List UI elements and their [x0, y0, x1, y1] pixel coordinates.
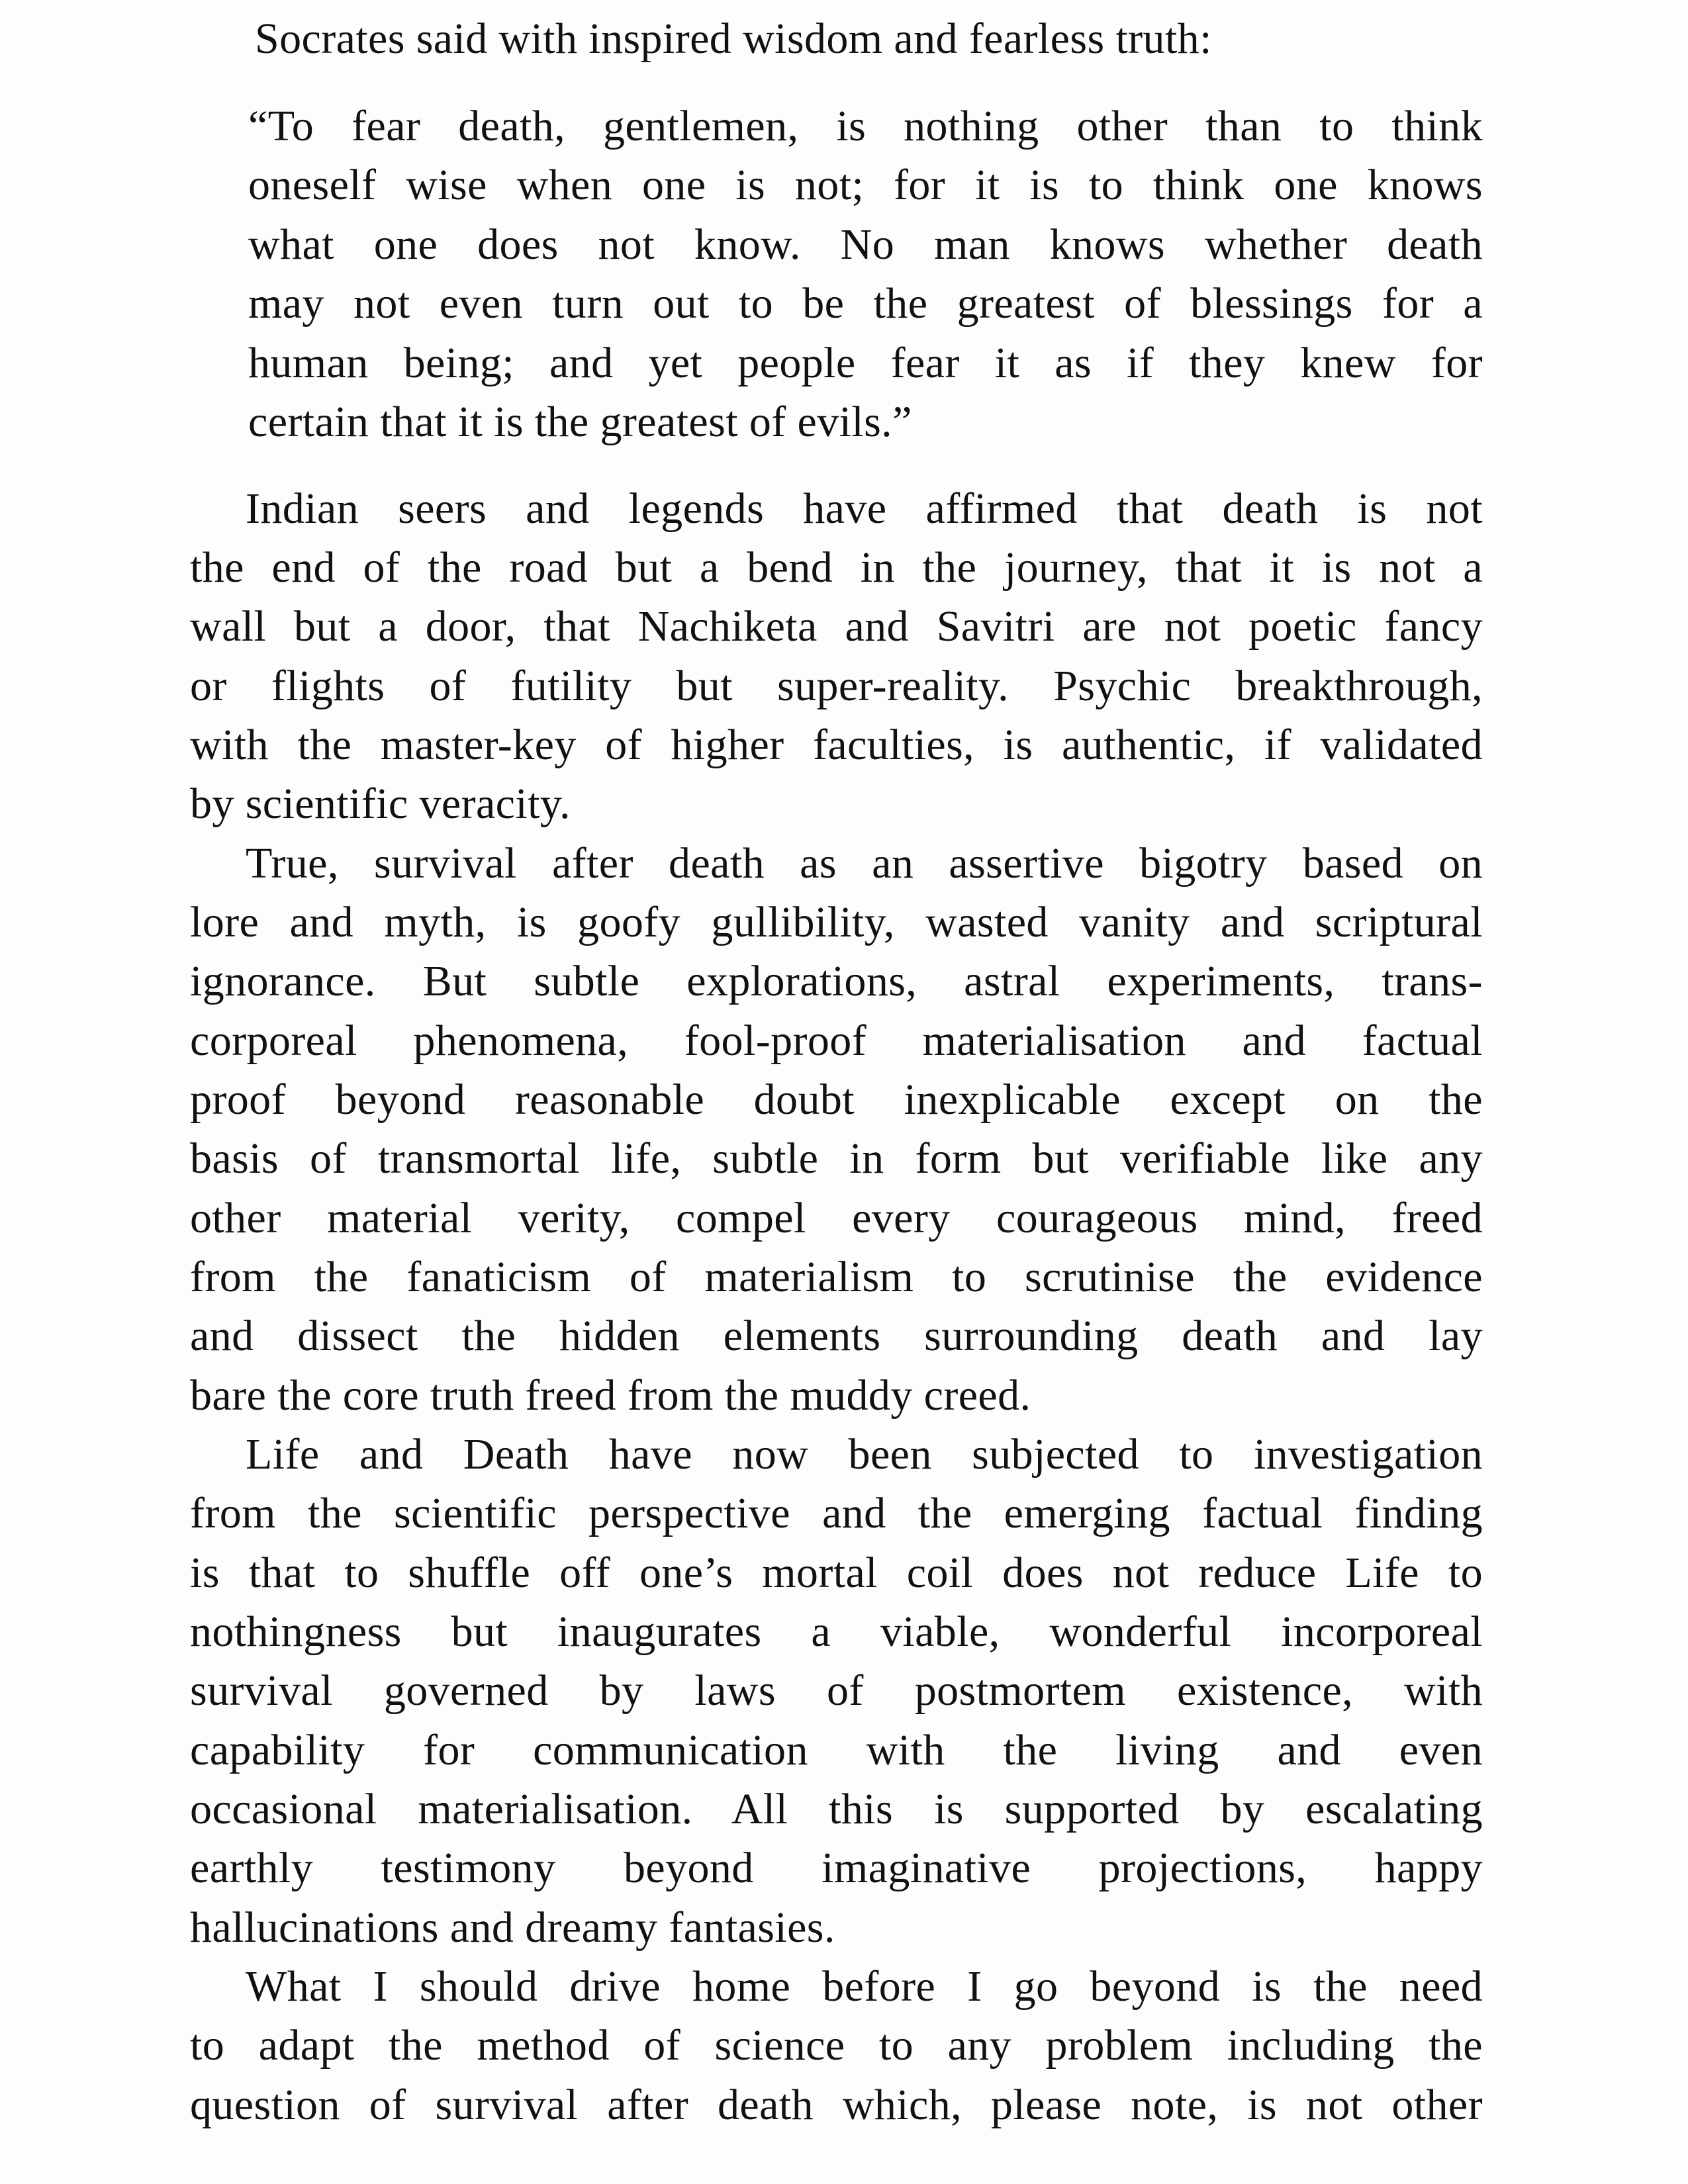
paragraph-line: wall but a door, that Nachiketa and Savitri are not poetic fancy	[190, 602, 1483, 651]
paragraph-line: ignorance. But subtle explorations, astral experiments, trans-	[190, 957, 1483, 1005]
quote-line: “To fear death, gentlemen, is nothing other than to think	[248, 102, 1483, 150]
paragraph-line: from the fanaticism of materialism to scrutinise the evidence	[190, 1253, 1483, 1301]
paragraph-line: from the scientific perspective and the emerging factual finding	[190, 1489, 1483, 1537]
paragraph-line: lore and myth, is goofy gullibility, wasted vanity and scriptural	[190, 898, 1483, 946]
paragraph-line: occasional materialisation. All this is supported by escalating	[190, 1785, 1483, 1833]
paragraph-line: the end of the road but a bend in the journey, that it is not a	[190, 543, 1483, 592]
paragraph-line: hallucinations and dreamy fantasies.	[190, 1903, 835, 1952]
paragraph-line: What I should drive home before I go beyond is the need	[246, 1962, 1483, 2011]
quote-line: certain that it is the greatest of evils.”	[248, 398, 912, 446]
quote-line: what one does not know. No man knows whether death	[248, 220, 1483, 269]
paragraph-line: nothingness but inaugurates a viable, wonderful incorporeal	[190, 1608, 1483, 1656]
paragraph-line: survival governed by laws of postmortem existence, with	[190, 1666, 1483, 1715]
paragraph-line: True, survival after death as an assertive bigotry based on	[246, 839, 1483, 887]
paragraph-line: bare the core truth freed from the muddy creed.	[190, 1371, 1031, 1420]
paragraph-line: with the master-key of higher faculties, is authentic, if validated	[190, 721, 1483, 769]
paragraph-line: is that to shuffle off one’s mortal coil does not reduce Life to	[190, 1549, 1483, 1597]
paragraph-line: question of survival after death which, please note, is not other	[190, 2081, 1483, 2129]
paragraph-line: proof beyond reasonable doubt inexplicable except on the	[190, 1075, 1483, 1124]
lead-line: Socrates said with inspired wisdom and fearless truth:	[255, 15, 1212, 63]
quote-line: may not even turn out to be the greatest of blessings for a	[248, 279, 1483, 328]
paragraph-line: to adapt the method of science to any problem including the	[190, 2021, 1483, 2070]
paragraph-line: other material verity, compel every courageous mind, freed	[190, 1194, 1483, 1242]
paragraph-line: basis of transmortal life, subtle in form but verifiable like any	[190, 1134, 1483, 1183]
paragraph-line: capability for communication with the living and even	[190, 1726, 1483, 1774]
quote-line: oneself wise when one is not; for it is to think one knows	[248, 161, 1483, 209]
paragraph-line: Life and Death have now been subjected to investigation	[246, 1430, 1483, 1479]
paragraph-line: and dissect the hidden elements surrounding death and lay	[190, 1312, 1483, 1360]
paragraph-line: by scientific veracity.	[190, 780, 571, 828]
paragraph-line: earthly testimony beyond imaginative projections, happy	[190, 1844, 1483, 1892]
paragraph-line: Indian seers and legends have affirmed that death is not	[246, 484, 1483, 533]
paragraph-line: corporeal phenomena, fool-proof materialisation and factual	[190, 1017, 1483, 1065]
quote-line: human being; and yet people fear it as if they knew for	[248, 339, 1483, 387]
paragraph-line: or flights of futility but super-reality. Psychic breakthrough,	[190, 662, 1483, 710]
